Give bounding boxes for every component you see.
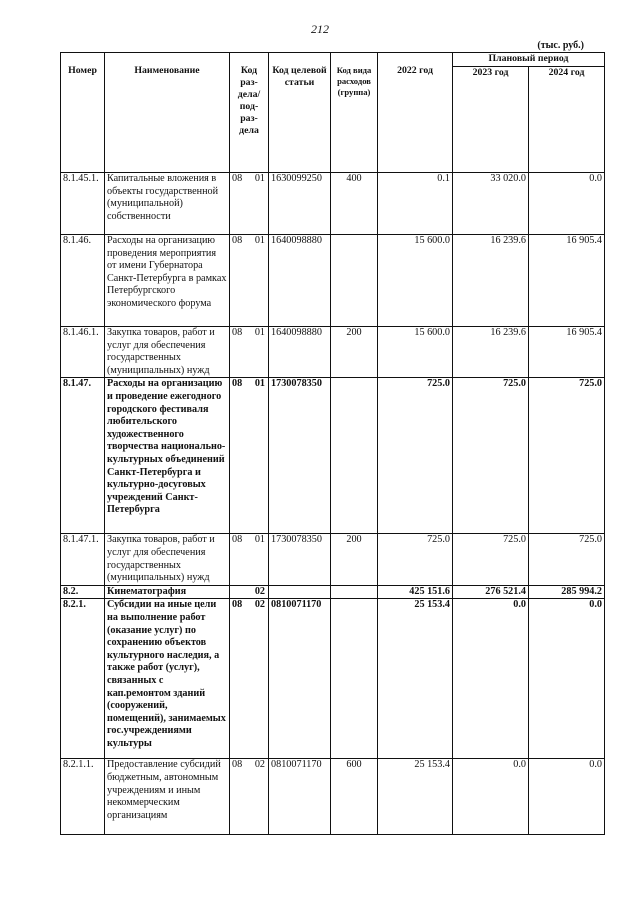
row-number: 8.1.46. (61, 235, 105, 327)
table-row (61, 599, 605, 759)
row-name: Субсидии на иные цели на выполнение работ (оказание услуг) по сохранению объектов культурного наследия, а также работ (услуг), связанных с кап.ремонтом зданий (сооружений, помещений), занимаемых гос.учреждениями культуры (105, 599, 230, 759)
header-name: Наименование (105, 53, 230, 173)
row-expense-code: 200 (331, 327, 378, 378)
row-target-code: 1630099250 (269, 173, 331, 235)
row-expense-code (331, 378, 378, 534)
header-expense: Код вида расходов (группа) (331, 53, 378, 173)
row-value-2022: 725.0 (378, 378, 453, 534)
row-value-2023: 16 239.6 (453, 235, 529, 327)
header-2022: 2022 год (378, 53, 453, 173)
razdel-code: 08 (232, 534, 243, 546)
table-row (61, 235, 605, 327)
row-expense-code (331, 585, 378, 599)
budget-table (60, 52, 605, 835)
row-expense-code (331, 235, 378, 327)
row-value-2024: 0.0 (529, 599, 605, 759)
row-target-code: 1730078350 (269, 534, 331, 585)
row-value-2023: 276 521.4 (453, 585, 529, 599)
row-name: Предоставление субсидий бюджетным, автономным учреждениям и иным некоммерческим организациям (105, 759, 230, 835)
row-name: Расходы на организацию и проведение ежегодного городского фестиваля любительского художественного творчества национально-культурных объединений Санкт-Петербурга и культурно-досуговых учреждений Санкт-Петербурга (105, 378, 230, 534)
podrazdel-code: 01 (254, 235, 265, 246)
row-value-2024: 285 994.2 (529, 585, 605, 599)
podrazdel-code: 01 (254, 378, 265, 390)
units-label: (тыс. руб.) (537, 40, 584, 51)
row-value-2023: 0.0 (453, 599, 529, 759)
row-number: 8.2.1.1. (61, 759, 105, 835)
row-section-code (230, 378, 269, 534)
header-2023: 2023 год (453, 67, 529, 173)
row-name: Закупка товаров, работ и услуг для обеспечения государственных (муниципальных) нужд (105, 327, 230, 378)
row-value-2023: 16 239.6 (453, 327, 529, 378)
podrazdel-code: 02 (254, 599, 265, 611)
row-value-2023: 0.0 (453, 759, 529, 835)
podrazdel-code: 02 (254, 585, 265, 597)
row-number: 8.2. (61, 585, 105, 599)
row-target-code: 0810071170 (269, 759, 331, 835)
row-value-2022: 25 153.4 (378, 599, 453, 759)
table-row (61, 173, 605, 235)
row-value-2024: 16 905.4 (529, 327, 605, 378)
razdel-code: 08 (232, 599, 243, 611)
podrazdel-code: 01 (254, 327, 265, 338)
table-row (61, 327, 605, 378)
row-section-code (230, 534, 269, 585)
row-value-2024: 16 905.4 (529, 235, 605, 327)
table-row (61, 759, 605, 835)
row-target-code: 1640098880 (269, 235, 331, 327)
razdel-code: 08 (232, 759, 243, 771)
page-number: 212 (311, 22, 329, 36)
row-number: 8.1.47.1. (61, 534, 105, 585)
row-expense-code: 400 (331, 173, 378, 235)
table-row (61, 378, 605, 534)
row-value-2022: 425 151.6 (378, 585, 453, 599)
razdel-code: 08 (232, 378, 243, 390)
row-value-2023: 725.0 (453, 534, 529, 585)
razdel-code: 08 (232, 235, 243, 246)
row-value-2022: 0.1 (378, 173, 453, 235)
header-target: Код целевой статьи (269, 53, 331, 173)
row-number: 8.1.47. (61, 378, 105, 534)
header-2024: 2024 год (529, 67, 605, 173)
table-row (61, 585, 605, 599)
podrazdel-code: 01 (254, 534, 265, 546)
row-section-code (230, 599, 269, 759)
table-row (61, 534, 605, 585)
row-section-code (230, 585, 269, 599)
row-value-2022: 725.0 (378, 534, 453, 585)
row-name: Расходы на организацию проведения мероприятия от имени Губернатора Санкт-Петербурга в рамках Петербургского экономического форума (105, 235, 230, 327)
row-target-code (269, 585, 331, 599)
row-target-code: 1640098880 (269, 327, 331, 378)
podrazdel-code: 02 (254, 759, 265, 771)
row-target-code: 0810071170 (269, 599, 331, 759)
razdel-code: 08 (232, 173, 243, 184)
header-section: Код раз-дела/ под-раз-дела (230, 53, 269, 173)
row-name: Капитальные вложения в объекты государственной (муниципальной) собственности (105, 173, 230, 235)
row-name: Закупка товаров, работ и услуг для обеспечения государственных (муниципальных) нужд (105, 534, 230, 585)
row-section-code (230, 235, 269, 327)
row-section-code (230, 759, 269, 835)
row-expense-code: 600 (331, 759, 378, 835)
row-expense-code (331, 599, 378, 759)
row-value-2024: 0.0 (529, 759, 605, 835)
header-planned: Плановый период (453, 53, 605, 67)
row-section-code (230, 173, 269, 235)
row-value-2024: 0.0 (529, 173, 605, 235)
row-section-code (230, 327, 269, 378)
row-value-2022: 15 600.0 (378, 235, 453, 327)
row-target-code: 1730078350 (269, 378, 331, 534)
row-value-2022: 15 600.0 (378, 327, 453, 378)
row-value-2022: 25 153.4 (378, 759, 453, 835)
row-number: 8.1.46.1. (61, 327, 105, 378)
row-value-2023: 725.0 (453, 378, 529, 534)
podrazdel-code: 01 (254, 173, 265, 184)
razdel-code: 08 (232, 327, 243, 338)
header-number: Номер (61, 53, 105, 173)
row-number: 8.2.1. (61, 599, 105, 759)
row-expense-code: 200 (331, 534, 378, 585)
row-value-2023: 33 020.0 (453, 173, 529, 235)
row-name: Кинематография (105, 585, 230, 599)
row-value-2024: 725.0 (529, 534, 605, 585)
row-value-2024: 725.0 (529, 378, 605, 534)
row-number: 8.1.45.1. (61, 173, 105, 235)
